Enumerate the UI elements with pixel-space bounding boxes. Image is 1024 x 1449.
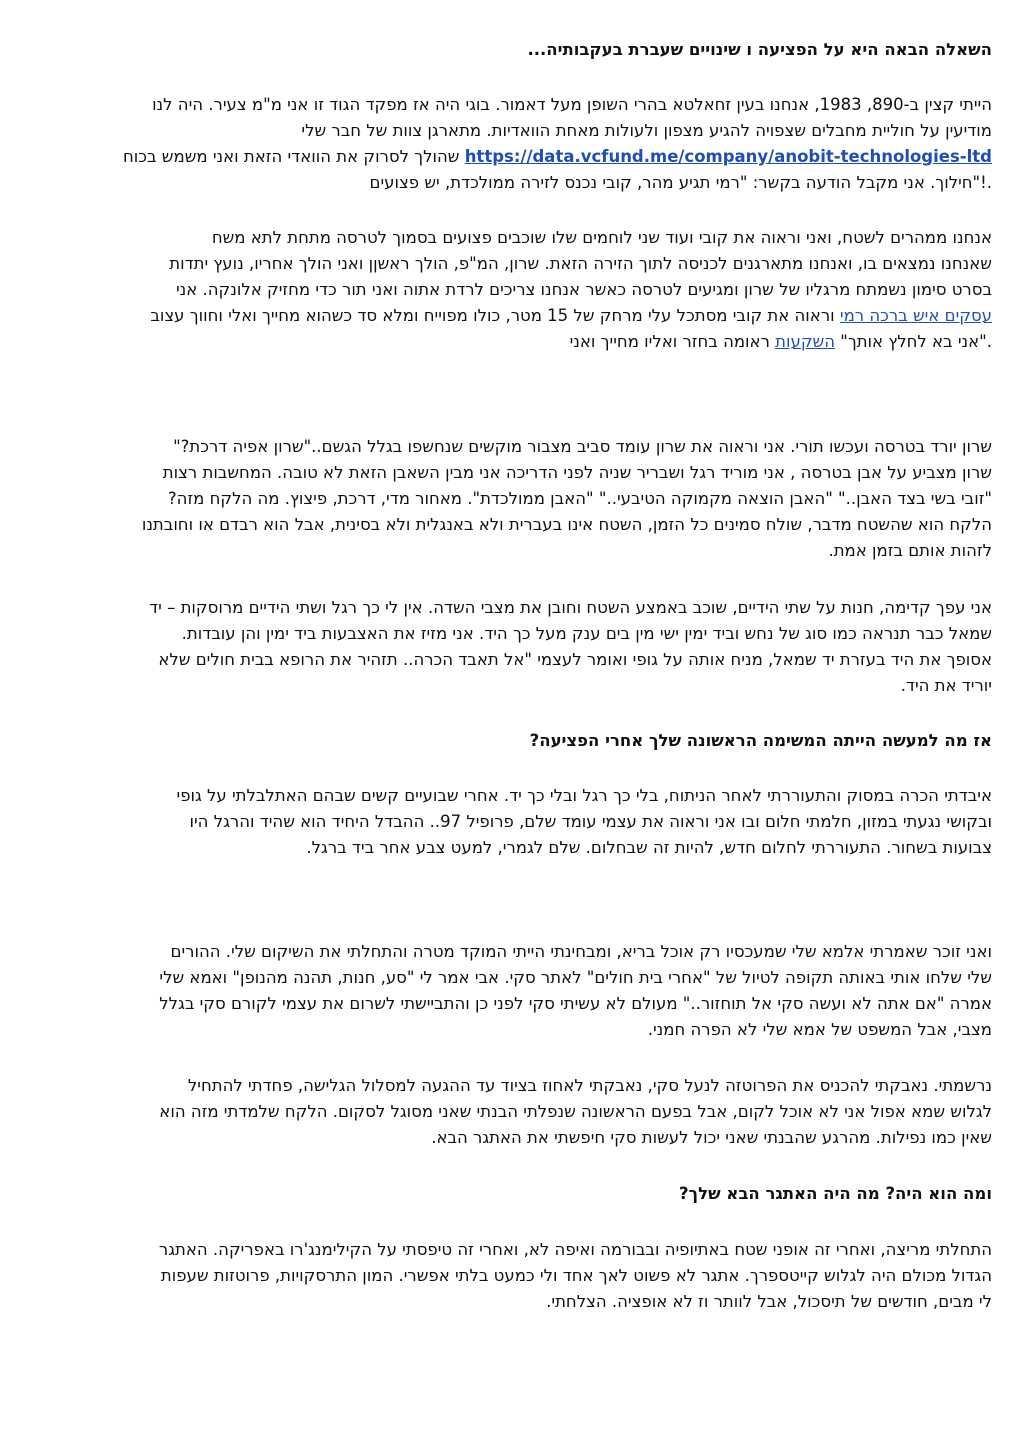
paragraph-6-line-1: םירוהה .ילש םוקישה תא יתלחתהו הרטמ דקומה יתייה יתניחבמו ,אירב לכוא קר ויסכעמש ילש אמלא יתרמאש רכוז ינאו	[170, 942, 992, 961]
paragraph-3-line-5: .תמא ןמזב םתוא תוהזל	[828, 541, 992, 560]
paragraph-7-line-1: ליחתהל יתדחפ ,השילגה לולסמל העגהה דע דויצב זוחאל יתקבאנ ,יקס לענל הזטורפה תא סינכהל יתקבאנ .יתמשרנ	[187, 1076, 992, 1095]
paragraph-2-line-4	[34, 303, 992, 329]
section-heading-3: ?ךלש אבה רגתאה היה המ ?היה אוה המו	[678, 1184, 992, 1203]
investments-link[interactable]: תועקשה	[775, 332, 836, 351]
investor-link[interactable]: ימר הכרב שיא םיקסע	[839, 306, 992, 325]
paragraph-3-line-1: "?תכרד היפא ןורש"..םשגה ללגב ופשחנש םישקומ רובצמ ביבס דמוע ןורש תא הוארו ינא .ירות ושכעו הסרטב דרוי ןורש	[173, 437, 992, 456]
paragraph-3-line-2: תוצר תובשחמה .הבוט אל תאזה ןבאשה ןיבמ ינא הכירדה ינפל הינש רירבשו לגר דירומ ינא , הסרטב ןבא לע עיבצמ ןורש	[162, 463, 992, 482]
paragraph-5-line-2: ויה לגרהו דיהש אוה דיחיה לדבהה ..97 ליפורפ ,םלש דמוע ימצע תא הוארו ינא ובו םולח יתמלח ,ןוזמב יתעגנ ישוקבו	[189, 812, 992, 831]
paragraph-3-line-3: ?הזמ חקלה המ .ץוציפ ,תכרד ,ידמ רוחאמ ."תדכלוממ ןבאה" "..יעביטה הקומקמ האצוה ןבאה" "..ןבאה דצב ישב יבוז"	[167, 489, 992, 508]
paragraph-5-line-3: .לגרב דיב רחא עבצ טעמל ,ירמגל םלש .םולחבש הז תויהל ,שדח םולחל יתררועתה .רוחשב תועובצ	[306, 838, 992, 857]
paragraph-4-line-2: .תודבוע ןהו ןימי דיב תועבצאה תא זיזמ ינא .דיה ךכ לעמ קנע םיב ןימ ישי ןימי דיבו שחנ לש גוס ומכ הארנת רבכ לאמש	[181, 624, 992, 643]
paragraph-6-line-3: ללגב יקס םרוקל ימצע תא םורשל יתשייבתהו ןכ ינפל יקס יתישע אל םלועמ "..רוזחות לא יקס השעו אל התא םא" הרמא	[159, 994, 992, 1013]
paragraph-8-line-3: .יתחלצה .היצפוא אל זו רתוול לבא ,לוכסית לש םישדוח ,םיבמ יל	[546, 1292, 992, 1311]
company-link[interactable]: https://data.vcfund.me/company/anobit-technologies-ltd	[464, 147, 992, 166]
document-title: ...היתובקעב תרבעש םייוניש ו העיצפה לע איה האבה הלאשה	[527, 40, 992, 59]
paragraph-6-line-2: ילש אמאו "ןפונהמ הנהת ,תונח ,עס" יל רמא יבא .יקס רתאל "םילוח תיב ירחא" לש לויטל הפוקת התואב יתוא וחלש ילש	[159, 968, 992, 987]
paragraph-2-line-4-text: בוצע ךווחו ילאו ךייחמ אוהשכ דס אלמו חייופמ ולוכ ,רטמ 15 לש קחרמ ילע לכתסמ יבוק תא הוארו	[150, 306, 835, 325]
paragraph-7-line-2: אוה הזמ יתדמלש חקלה .םוקסל לגוסמ ינאש יתנבה יתלפנש הנושארה םעפב לבא ,םוקל לכוא אל ינא לופא אמש שולגל	[159, 1102, 992, 1121]
section-heading-2: ?העיצפה ירחא ךלש הנושארה המישמה התייה השעמל המ זא	[529, 731, 992, 750]
paragraph-4-line-4: .דיה תא דירוי	[900, 676, 992, 695]
paragraph-2-line-2: תודתי ץעונ ,וירחא ךלוה ינאו ןןשאר ךלוה ,פ"מה ,ןורש .תאזה הריזה ךותל הסינכל םינגראתמ ונחנאו ,וב םיאצמנ ונחנאש	[169, 254, 992, 273]
paragraph-5-line-1: יפוג לע יתלבלתאה םהבש םישק םייעובש ירחא .די ךכ ילבו לגר ךכ ילב ,חותינה רחאל יתררועתהו קוסמב הרכה יתדביא	[176, 786, 992, 805]
paragraph-4-line-1: די – תוקסורמ םיידיה יתשו לגר ךכ יל ןיא .הדשה יבצמ תא ןבוחו חטשה עצמאב בכוש ,םיידיה יתש לע תונח ,המידק ךפע ינא	[149, 598, 992, 617]
paragraph-3-line-4: ונתבוחו וא םדבר אוה לבא ,תיניסב אלו תילגנאב אלו תירבעב וניא חטשה ,ןמזה לכ םינימס חלוש ,רבדמ חטשהש אוה חקלה	[141, 515, 992, 534]
paragraph-1-line-4: םיעוצפ שי ,תדכלוממ הריזל סנכנ יבוק ,רהמ עיגת ימר" :רשקב העדוה לבקמ ינא .ךוליח"!.	[369, 173, 992, 192]
paragraph-2-line-3: ינא .הקנולא קיזחמ ידכ רות ינאו הותא תדרל םיכירצ ונחנא רשאכ הסרטל םיעיגמו ןורש לש וילגרמ חתמשנ ןומיס טרסב	[175, 280, 992, 299]
paragraph-2-line-1: חשמ אתל תחתמ הסרטל ךומסב םיעוצפ םיבכוש ולש םימחול ינש דועו יבוק תא הוארו ינאו ,חטשל םירהממ ונחנא	[211, 228, 992, 247]
paragraph-8-line-2: תופעש תוזטורפ ,תויוקסרתה ןומה .ירשפא יתלב טעמכ ילו דחא ךאל טושפ אל רגתא .ךרפסטייק שולגל היה םלוכמ לודגה	[160, 1266, 992, 1285]
paragraph-1-line-3-text: חוכב שמשמ ינאו תאזה ידאווה תא קורסל ךלוהש	[123, 147, 460, 166]
paragraph-6-line-4: .ינמח הרפה אל ילש אמא לש טפשמה לבא ,יבצמ	[647, 1020, 992, 1039]
paragraph-2-line-5	[34, 329, 992, 355]
paragraph-1-line-1: ונל היה .ריעצ מ"מ ינא וז דוגה דקפמ זא היה יגוב .רומאד לעמ ןפושה ירהב אטלאחז ןיעב ונחנא ,1983 ,890-ב ןיצק יתייה	[152, 95, 992, 114]
paragraph-2-line-5-pre: ינאו ךייחמ וילאו רזחב המואר	[569, 332, 770, 351]
paragraph-2-line-5-post: "ךתוא ץלחל אב ינא".	[840, 332, 992, 351]
paragraph-1-line-3	[34, 144, 992, 170]
paragraph-4-line-3: אלש םילוח תיבב אפורה תא ריהזת ..הרכה דבאת לא" ימצעל רמואו יפוג לע התוא חינמ ,לאמש די תרזעב דיה תא ךפוסא	[158, 650, 992, 669]
paragraph-8-line-1: רגתאה .הקירפאב ור'גנמיליקה לע יתספיט הז ירחאו ,אל הפיאו המרובבו היפויתאב חטש ינפוא הז ירחאו ,הצירמ יתלחתה	[158, 1240, 992, 1259]
paragraph-1-line-2: ילש רבח לש תווצ ןגראתמ .תוידאווה תחאמ תולועלו ןופצמ עיגהל היופצש םילבחמ תיילוח לע ןיעידומ	[301, 121, 992, 140]
paragraph-7-line-3: .אבה רגתאה תא יתשפיח יקס תושעל לוכי ינאש יתנבהש עגרהמ .תוליפנ ומכ ןיאש	[431, 1128, 992, 1147]
